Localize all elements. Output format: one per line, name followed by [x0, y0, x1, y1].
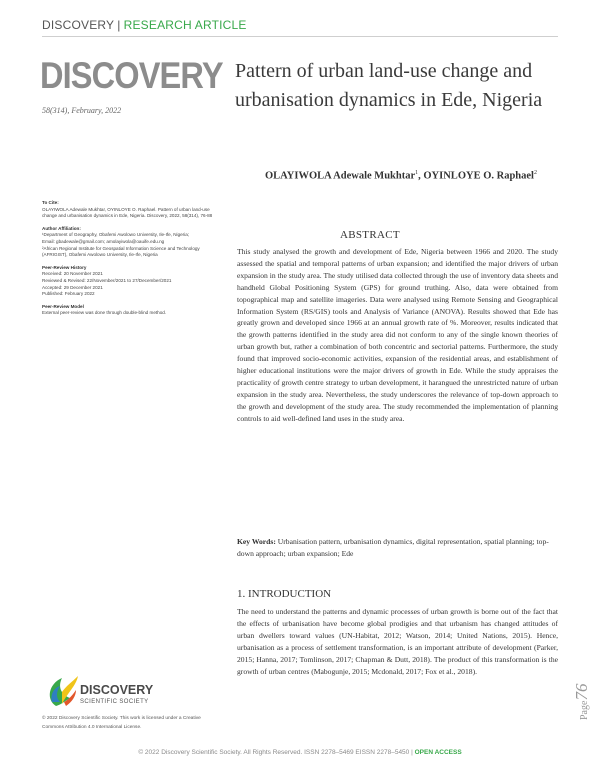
header-article-type: RESEARCH ARTICLE: [123, 18, 247, 32]
author-line: [265, 170, 537, 182]
page-label-word: Page: [579, 700, 590, 720]
society-subtitle: SCIENTIFIC SOCIETY: [80, 699, 149, 705]
author-1-affil: 1: [415, 170, 419, 176]
received-date: Received: 20 November 2021: [42, 271, 103, 277]
society-name: DISCOVERY: [80, 683, 154, 697]
issue-info: 58(314), February, 2022: [42, 106, 122, 115]
keywords: [237, 536, 558, 560]
affiliation-1: ¹Department of Geography, Obafemi Awolowo University, Ile-Ife, Nigeria;: [42, 232, 190, 238]
introduction-heading: 1. INTRODUCTION: [237, 588, 332, 600]
affiliation-2: ²African Regional Institute for Geospatial Information Science and Technology (AFRIGIST), Obafemi Awolowo University, Ile-Ife, Nigeria: [42, 245, 200, 258]
footer-copyright: © 2022 Discovery Scientific Society. All Rights Reserved. ISSN 2278–5469 EISSN 2278–5450 |: [138, 749, 415, 756]
author-separator: ,: [418, 170, 424, 182]
open-access-badge: OPEN ACCESS: [414, 749, 462, 756]
author-2-affil: 2: [533, 170, 537, 176]
author-email[interactable]: Email: gbadewale@gmail.com; amolayiwola@oauife.edu.ng: [42, 238, 165, 244]
author-2: OYINLOYE O. Raphael: [423, 170, 534, 182]
page-number-value: 76: [572, 683, 591, 701]
affiliation-heading: Author Affiliation:: [42, 225, 81, 231]
page-number: [572, 684, 592, 720]
abstract-heading: ABSTRACT: [340, 229, 400, 241]
journal-logo: DISCOVERY: [40, 55, 223, 96]
keywords-label: Key Words:: [237, 537, 276, 546]
license-text: © 2022 Discovery Scientific Society. This work is licensed under a Creative Commons Attribution 4.0 International License.: [42, 716, 201, 730]
history-heading: Peer-Review History: [42, 264, 87, 270]
author-1: OLAYIWOLA Adewale Mukhtar: [265, 170, 416, 182]
abstract-text: This study analysed the growth and development of Ede, Nigeria between 1966 and 2020. The study assessed the spatial and temporal patterns of urban expansion; and identified the major drivers of urban expansion in the study area. The study utilised data collected through the use of inventory data sheets and handheld Global Positioning System (GPS) for ground truthing. Also, data were obtained from topographical map and satellite imageries. Data were analysed using Remote Sensing and Geographical Information System (RS/GIS) tools and Analysis of Variance (ANOVA). Results showed that Ede has greatly grown and developed since 1966 at an annual growth rate of %. Moreover, results indicated that the growth patterns identified in the study area did not conform to any of the single known theories of urban growth but, rather a combination of both concentric and sectorial patterns. Furthermore, the study found that improved socio-economic activities, expansion of the residential areas, and establishment of higher educational institutions were the major drivers of growth in Ede. While the study appraises the practicality of growth centre strategy to urban development, it harangued the unrestricted nature of urban expansion in the study area. Nevertheless, the study underscores the relevance of top-down approach to the growth and development of the study area. The study recommended the implementation of planning controls to aid well-defined land uses in the study area.: [237, 247, 558, 423]
article-sidebar: [42, 200, 220, 317]
review-model-heading: Peer-Review Model: [42, 303, 84, 309]
published-date: Published: February 2022: [42, 291, 95, 297]
reviewed-dates: Reviewed & Revised: 22/November/2021 to 27/December/2021: [42, 277, 172, 283]
leaf-swirl-icon: [50, 676, 78, 706]
review-model-text: External peer-review was done through double-blind method.: [42, 310, 167, 316]
article-title: Pattern of urban land-use change and urbanisation dynamics in Ede, Nigeria: [235, 60, 543, 111]
accepted-date: Accepted: 29 December 2021: [42, 284, 103, 290]
running-header: [42, 18, 247, 32]
cite-text: OLAYIWOLA Adewale Mukhtar, OYINLOYE O. Raphael. Pattern of urban land-use change and urbanisation dynamics in Ede, Nigeria. Discovery, 2022, 58(314), 76-88: [42, 206, 213, 219]
cite-heading: To Cite:: [42, 200, 59, 205]
introduction-text: The need to understand the patterns and dynamic processes of urban growth is borne out of the fact that the effects of urbanisation have become global prodigies and that urbanism has changed attitudes of urban dwellers toward values (UN-Habitat, 2012; Watson, 2014; United Nations, 2015). Hence, urbanisation as a process of settlement transformation, is an important attribute of development (Parker, 2015; Hanna, 2017; Tomlinson, 2017; Chapman & Dutt, 2018). The product of this transformation is the growth of urban centres (Mabogunje, 2015; Mcdonald, 2017; Fox et al., 2018).: [237, 607, 558, 676]
header-journal: DISCOVERY: [42, 18, 115, 32]
keywords-text: Urbanisation pattern, urbanisation dynamics, digital representation, spatial planning; top-down approach; urban expansion; Ede: [237, 537, 549, 558]
header-divider: [42, 36, 558, 37]
header-separator: |: [117, 18, 121, 32]
page-footer: [0, 749, 600, 756]
